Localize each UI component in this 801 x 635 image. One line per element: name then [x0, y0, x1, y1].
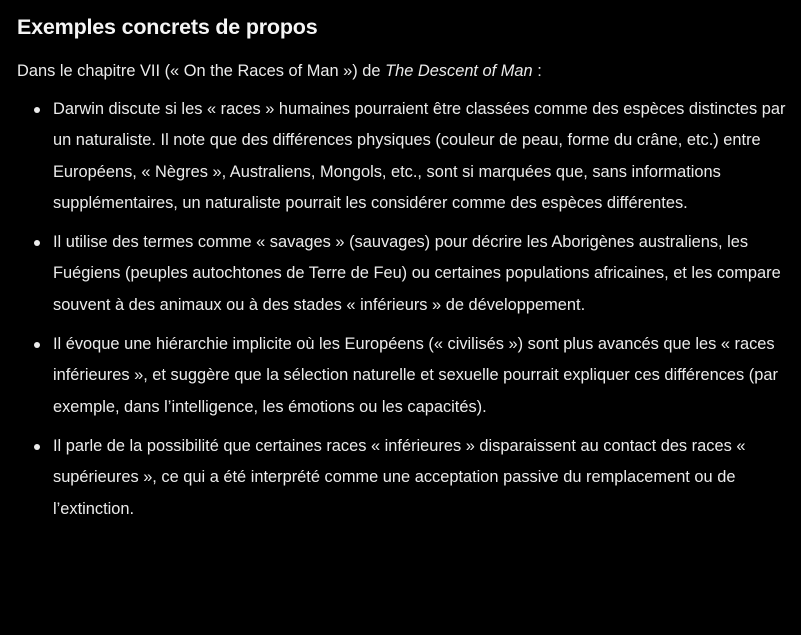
list-item-text: Darwin discute si les « races » humaines pourraient être classées comme des espèces distinctes par un naturaliste. Il note que des différences physiques (couleur de peau, forme du crâne, etc.) entre Européens, « Nègres », Australiens, Mongols, etc., sont si marquées que, sans informations supplémentaires, un naturaliste pourrait les considérer comme des espèces différentes. — [53, 100, 786, 212]
message-content — [17, 0, 787, 533]
section-heading: Exemples concrets de propos — [17, 15, 318, 39]
examples-list — [17, 94, 787, 525]
list-item-text: Il utilise des termes comme « savages » (sauvages) pour décrire les Aborigènes australiens, les Fuégiens (peuples autochtones de Terre de Feu) ou certaines populations africaines, et les compare souvent à des animaux ou à des stades « inférieurs » de développement. — [53, 233, 781, 314]
intro-paragraph — [17, 59, 787, 83]
bullet-icon — [34, 342, 40, 348]
intro-text-after: : — [532, 62, 542, 80]
bullet-icon — [34, 444, 40, 450]
list-item — [17, 94, 787, 219]
list-item-text: Il parle de la possibilité que certaines races « inférieures » disparaissent au contact des races « supérieures », ce qui a été interprété comme une acceptation passive du remplacement ou de l’extinction. — [53, 436, 746, 518]
list-item-text: Il évoque une hiérarchie implicite où les Européens (« civilisés ») sont plus avancés que les « races inférieures », et suggère que la sélection naturelle et sexuelle pourrait expliquer ces différences (par exemple, dans l’intelligence, les émotions ou les capacités). — [53, 335, 778, 416]
book-title: The Descent of Man — [385, 62, 533, 80]
list-item — [17, 329, 787, 423]
list-item — [17, 227, 787, 321]
intro-text-before: Dans le chapitre VII (« On the Races of Man ») de — [17, 62, 386, 80]
bullet-icon — [34, 240, 40, 246]
bullet-icon — [34, 107, 40, 113]
list-item — [17, 431, 787, 525]
